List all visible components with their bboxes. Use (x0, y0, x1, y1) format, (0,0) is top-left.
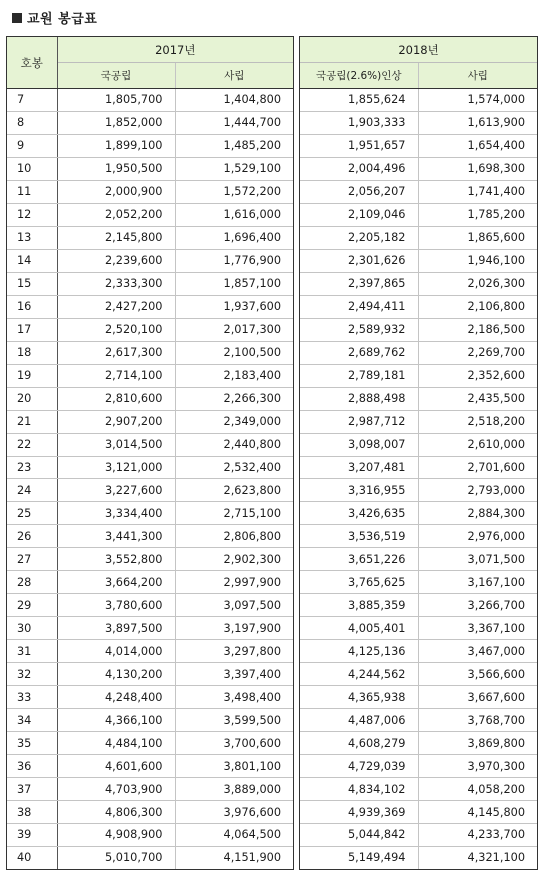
table-row (7, 732, 293, 755)
table-row (7, 157, 293, 180)
cell-private-2017: 2,266,300 (175, 387, 293, 410)
cell-step: 30 (7, 617, 57, 640)
cell-public-2018: 2,789,181 (300, 364, 418, 387)
cell-private-2018: 2,518,200 (418, 410, 537, 433)
cell-private-2018: 3,071,500 (418, 548, 537, 571)
cell-public-2018: 4,125,136 (300, 640, 418, 663)
cell-public-2017: 4,014,000 (57, 640, 175, 663)
cell-private-2017: 1,937,600 (175, 295, 293, 318)
cell-public-2018: 3,765,625 (300, 571, 418, 594)
cell-public-2017: 2,810,600 (57, 387, 175, 410)
table-row (7, 778, 293, 801)
cell-private-2017: 1,776,900 (175, 249, 293, 272)
table-row (7, 318, 293, 341)
cell-public-2018: 4,608,279 (300, 732, 418, 755)
table-row (7, 525, 293, 548)
cell-private-2018: 2,435,500 (418, 387, 537, 410)
table-row (7, 180, 293, 203)
table-row (7, 226, 293, 249)
table-row (7, 295, 293, 318)
cell-step: 12 (7, 203, 57, 226)
cell-public-2017: 1,950,500 (57, 157, 175, 180)
cell-public-2017: 4,908,900 (57, 824, 175, 847)
table-row (300, 479, 537, 502)
cell-public-2017: 2,520,100 (57, 318, 175, 341)
cell-public-2017: 4,601,600 (57, 755, 175, 778)
cell-private-2018: 3,566,600 (418, 663, 537, 686)
cell-step: 26 (7, 525, 57, 548)
cell-public-2018: 2,689,762 (300, 341, 418, 364)
cell-private-2018: 2,026,300 (418, 272, 537, 295)
table-row (300, 456, 537, 479)
cell-private-2018: 2,976,000 (418, 525, 537, 548)
cell-public-2017: 2,427,200 (57, 295, 175, 318)
cell-private-2018: 3,768,700 (418, 709, 537, 732)
table-row (7, 272, 293, 295)
cell-public-2017: 2,052,200 (57, 203, 175, 226)
cell-public-2018: 3,536,519 (300, 525, 418, 548)
cell-private-2018: 3,266,700 (418, 594, 537, 617)
cell-public-2017: 3,897,500 (57, 617, 175, 640)
cell-public-2018: 3,098,007 (300, 433, 418, 456)
cell-step: 23 (7, 456, 57, 479)
table-row (7, 617, 293, 640)
table-row (300, 502, 537, 525)
table-row (300, 272, 537, 295)
cell-private-2017: 3,889,000 (175, 778, 293, 801)
cell-private-2018: 1,574,000 (418, 89, 537, 112)
cell-private-2017: 2,902,300 (175, 548, 293, 571)
table-row (300, 732, 537, 755)
cell-public-2018: 1,951,657 (300, 134, 418, 157)
cell-public-2018: 2,987,712 (300, 410, 418, 433)
cell-public-2018: 2,301,626 (300, 249, 418, 272)
cell-public-2017: 1,805,700 (57, 89, 175, 112)
cell-private-2018: 2,352,600 (418, 364, 537, 387)
table-row (7, 502, 293, 525)
cell-private-2017: 1,529,100 (175, 157, 293, 180)
cell-step: 13 (7, 226, 57, 249)
cell-public-2017: 2,617,300 (57, 341, 175, 364)
table-row (300, 410, 537, 433)
table-row (7, 341, 293, 364)
cell-private-2018: 4,058,200 (418, 778, 537, 801)
cell-public-2017: 5,010,700 (57, 846, 175, 868)
cell-public-2018: 3,316,955 (300, 479, 418, 502)
table-row (7, 663, 293, 686)
cell-private-2017: 3,498,400 (175, 686, 293, 709)
cell-step: 19 (7, 364, 57, 387)
table-row (7, 709, 293, 732)
cell-private-2018: 3,667,600 (418, 686, 537, 709)
cell-private-2017: 3,801,100 (175, 755, 293, 778)
table-row (7, 89, 293, 112)
table-row (7, 387, 293, 410)
cell-private-2018: 2,269,700 (418, 341, 537, 364)
cell-private-2017: 3,599,500 (175, 709, 293, 732)
cell-public-2017: 3,780,600 (57, 594, 175, 617)
table-row (7, 249, 293, 272)
cell-public-2017: 3,441,300 (57, 525, 175, 548)
cell-private-2018: 3,970,300 (418, 755, 537, 778)
cell-private-2018: 2,793,000 (418, 479, 537, 502)
table-row (300, 525, 537, 548)
cell-private-2017: 2,183,400 (175, 364, 293, 387)
cell-step: 33 (7, 686, 57, 709)
cell-public-2017: 3,014,500 (57, 433, 175, 456)
cell-public-2017: 3,664,200 (57, 571, 175, 594)
cell-private-2017: 1,404,800 (175, 89, 293, 112)
table-row (7, 203, 293, 226)
cell-public-2018: 2,397,865 (300, 272, 418, 295)
cell-private-2017: 3,097,500 (175, 594, 293, 617)
cell-public-2018: 2,004,496 (300, 157, 418, 180)
cell-private-2018: 2,701,600 (418, 456, 537, 479)
cell-step: 18 (7, 341, 57, 364)
cell-step: 24 (7, 479, 57, 502)
table-body-2018 (300, 89, 537, 869)
cell-step: 10 (7, 157, 57, 180)
salary-table-2017 (6, 36, 294, 870)
cell-private-2018: 1,785,200 (418, 203, 537, 226)
cell-private-2017: 2,806,800 (175, 525, 293, 548)
table-body-2017 (7, 89, 293, 869)
cell-private-2017: 4,064,500 (175, 824, 293, 847)
table-row (7, 824, 293, 847)
cell-step: 32 (7, 663, 57, 686)
header-private-2018: 사립 (418, 63, 537, 89)
cell-public-2018: 5,149,494 (300, 846, 418, 868)
table-row (7, 433, 293, 456)
cell-private-2017: 2,017,300 (175, 318, 293, 341)
table-row (300, 686, 537, 709)
cell-step: 35 (7, 732, 57, 755)
page-title (12, 8, 97, 27)
cell-public-2018: 2,888,498 (300, 387, 418, 410)
header-year-2017: 2017년 (57, 37, 293, 63)
cell-public-2017: 1,899,100 (57, 134, 175, 157)
cell-public-2018: 3,651,226 (300, 548, 418, 571)
table-row (300, 157, 537, 180)
cell-private-2017: 2,349,000 (175, 410, 293, 433)
cell-private-2018: 4,145,800 (418, 801, 537, 824)
cell-public-2018: 3,207,481 (300, 456, 418, 479)
cell-step: 36 (7, 755, 57, 778)
table-row (7, 755, 293, 778)
cell-private-2018: 1,613,900 (418, 111, 537, 134)
table-row (7, 594, 293, 617)
cell-private-2017: 2,532,400 (175, 456, 293, 479)
cell-public-2018: 5,044,842 (300, 824, 418, 847)
cell-private-2017: 1,444,700 (175, 111, 293, 134)
table-row (300, 364, 537, 387)
cell-step: 21 (7, 410, 57, 433)
cell-step: 37 (7, 778, 57, 801)
table-row (300, 548, 537, 571)
header-private-2017: 사립 (175, 63, 293, 89)
cell-step: 28 (7, 571, 57, 594)
cell-step: 40 (7, 846, 57, 868)
table-row (300, 640, 537, 663)
cell-step: 9 (7, 134, 57, 157)
cell-step: 34 (7, 709, 57, 732)
cell-step: 31 (7, 640, 57, 663)
table-row (300, 180, 537, 203)
table-row (300, 318, 537, 341)
cell-public-2017: 3,334,400 (57, 502, 175, 525)
table-row (300, 801, 537, 824)
table-row (300, 89, 537, 112)
cell-public-2018: 4,005,401 (300, 617, 418, 640)
cell-public-2018: 4,729,039 (300, 755, 418, 778)
cell-public-2017: 2,239,600 (57, 249, 175, 272)
header-year-2018: 2018년 (300, 37, 537, 63)
table-row (300, 387, 537, 410)
table-row (300, 594, 537, 617)
cell-public-2018: 2,109,046 (300, 203, 418, 226)
cell-public-2018: 4,487,006 (300, 709, 418, 732)
table-row (300, 341, 537, 364)
cell-step: 8 (7, 111, 57, 134)
cell-public-2017: 3,121,000 (57, 456, 175, 479)
cell-private-2017: 4,151,900 (223, 851, 282, 865)
table-row (300, 663, 537, 686)
table-row (7, 548, 293, 571)
cell-private-2017: 3,297,800 (175, 640, 293, 663)
cell-private-2017: 1,857,100 (175, 272, 293, 295)
table-row (7, 571, 293, 594)
table-row (7, 640, 293, 663)
table-row (300, 709, 537, 732)
cell-private-2018: 3,367,100 (418, 617, 537, 640)
cell-private-2018: 2,106,800 (418, 295, 537, 318)
cell-private-2017: 3,397,400 (175, 663, 293, 686)
cell-private-2018: 1,946,100 (418, 249, 537, 272)
header-public-2017: 국공립 (57, 63, 175, 89)
cell-public-2018: 2,056,207 (300, 180, 418, 203)
cell-step: 17 (7, 318, 57, 341)
cell-private-2017: 1,616,000 (175, 203, 293, 226)
cell-private-2017: 2,715,100 (175, 502, 293, 525)
cell-step: 20 (7, 387, 57, 410)
table-row (300, 203, 537, 226)
table-row (300, 571, 537, 594)
cell-public-2018: 4,834,102 (300, 778, 418, 801)
cell-step: 27 (7, 548, 57, 571)
cell-public-2018: 4,939,369 (300, 801, 418, 824)
cell-private-2018: 1,698,300 (418, 157, 537, 180)
table-row (7, 134, 293, 157)
cell-private-2018: 2,186,500 (418, 318, 537, 341)
cell-public-2018: 3,426,635 (300, 502, 418, 525)
table-row (7, 686, 293, 709)
table-row (7, 801, 293, 824)
cell-public-2017: 4,248,400 (57, 686, 175, 709)
cell-private-2018: 3,869,800 (418, 732, 537, 755)
cell-private-2017: 3,976,600 (175, 801, 293, 824)
cell-public-2017: 4,130,200 (57, 663, 175, 686)
cell-private-2018: 1,741,400 (418, 180, 537, 203)
cell-public-2018: 2,589,932 (300, 318, 418, 341)
header-public-2018: 국공립(2.6%)인상 (300, 63, 418, 89)
cell-public-2018: 1,903,333 (300, 111, 418, 134)
salary-table-2018 (299, 36, 538, 870)
cell-public-2017: 2,907,200 (57, 410, 175, 433)
cell-private-2018: 4,321,100 (467, 851, 526, 865)
table-row (7, 364, 293, 387)
cell-private-2017: 2,997,900 (175, 571, 293, 594)
cell-public-2018: 1,855,624 (300, 89, 418, 112)
cell-private-2018: 4,233,700 (418, 824, 537, 847)
table-row (300, 824, 537, 847)
cell-private-2018: 3,167,100 (418, 571, 537, 594)
cell-private-2018: 1,865,600 (418, 226, 537, 249)
cell-private-2017: 1,696,400 (175, 226, 293, 249)
cell-public-2018: 3,885,359 (300, 594, 418, 617)
table-row (300, 617, 537, 640)
table-row (300, 134, 537, 157)
cell-step: 39 (7, 824, 57, 847)
cell-public-2017: 3,227,600 (57, 479, 175, 502)
cell-private-2017: 2,100,500 (175, 341, 293, 364)
cell-private-2017: 2,623,800 (175, 479, 293, 502)
cell-step: 38 (7, 801, 57, 824)
cell-private-2017: 1,485,200 (175, 134, 293, 157)
cell-step: 22 (7, 433, 57, 456)
cell-public-2017: 4,806,300 (57, 801, 175, 824)
square-bullet-icon (12, 13, 22, 23)
cell-private-2018: 2,884,300 (418, 502, 537, 525)
cell-public-2017: 1,852,000 (57, 111, 175, 134)
cell-private-2017: 3,197,900 (175, 617, 293, 640)
table-row (300, 778, 537, 801)
table-row (300, 295, 537, 318)
table-row (7, 111, 293, 134)
cell-public-2018: 2,494,411 (300, 295, 418, 318)
cell-private-2017: 2,440,800 (175, 433, 293, 456)
page-title-text: 교원 봉급표 (27, 12, 98, 27)
cell-step: 16 (7, 295, 57, 318)
cell-private-2017: 3,700,600 (175, 732, 293, 755)
cell-public-2018: 4,365,938 (300, 686, 418, 709)
cell-private-2017: 1,572,200 (175, 180, 293, 203)
cell-step: 29 (7, 594, 57, 617)
cell-public-2017: 2,000,900 (57, 180, 175, 203)
cell-public-2018: 4,244,562 (300, 663, 418, 686)
cell-public-2017: 2,714,100 (57, 364, 175, 387)
table-row (7, 410, 293, 433)
cell-step: 11 (7, 180, 57, 203)
table-row (300, 226, 537, 249)
cell-step: 25 (7, 502, 57, 525)
table-row (300, 249, 537, 272)
cell-public-2017: 4,703,900 (57, 778, 175, 801)
cell-private-2018: 3,467,000 (418, 640, 537, 663)
cell-step: 14 (7, 249, 57, 272)
table-row (300, 755, 537, 778)
cell-private-2018: 1,654,400 (418, 134, 537, 157)
table-row (300, 111, 537, 134)
cell-public-2017: 2,145,800 (57, 226, 175, 249)
cell-private-2018: 2,610,000 (418, 433, 537, 456)
cell-public-2017: 3,552,800 (57, 548, 175, 571)
cell-public-2017: 4,366,100 (57, 709, 175, 732)
header-step: 호봉 (7, 37, 57, 89)
cell-step: 15 (7, 272, 57, 295)
cell-public-2017: 2,333,300 (57, 272, 175, 295)
table-row (7, 479, 293, 502)
cell-public-2017: 4,484,100 (57, 732, 175, 755)
cell-public-2018: 2,205,182 (300, 226, 418, 249)
table-row (300, 433, 537, 456)
table-row (7, 456, 293, 479)
cell-step: 7 (7, 89, 57, 112)
